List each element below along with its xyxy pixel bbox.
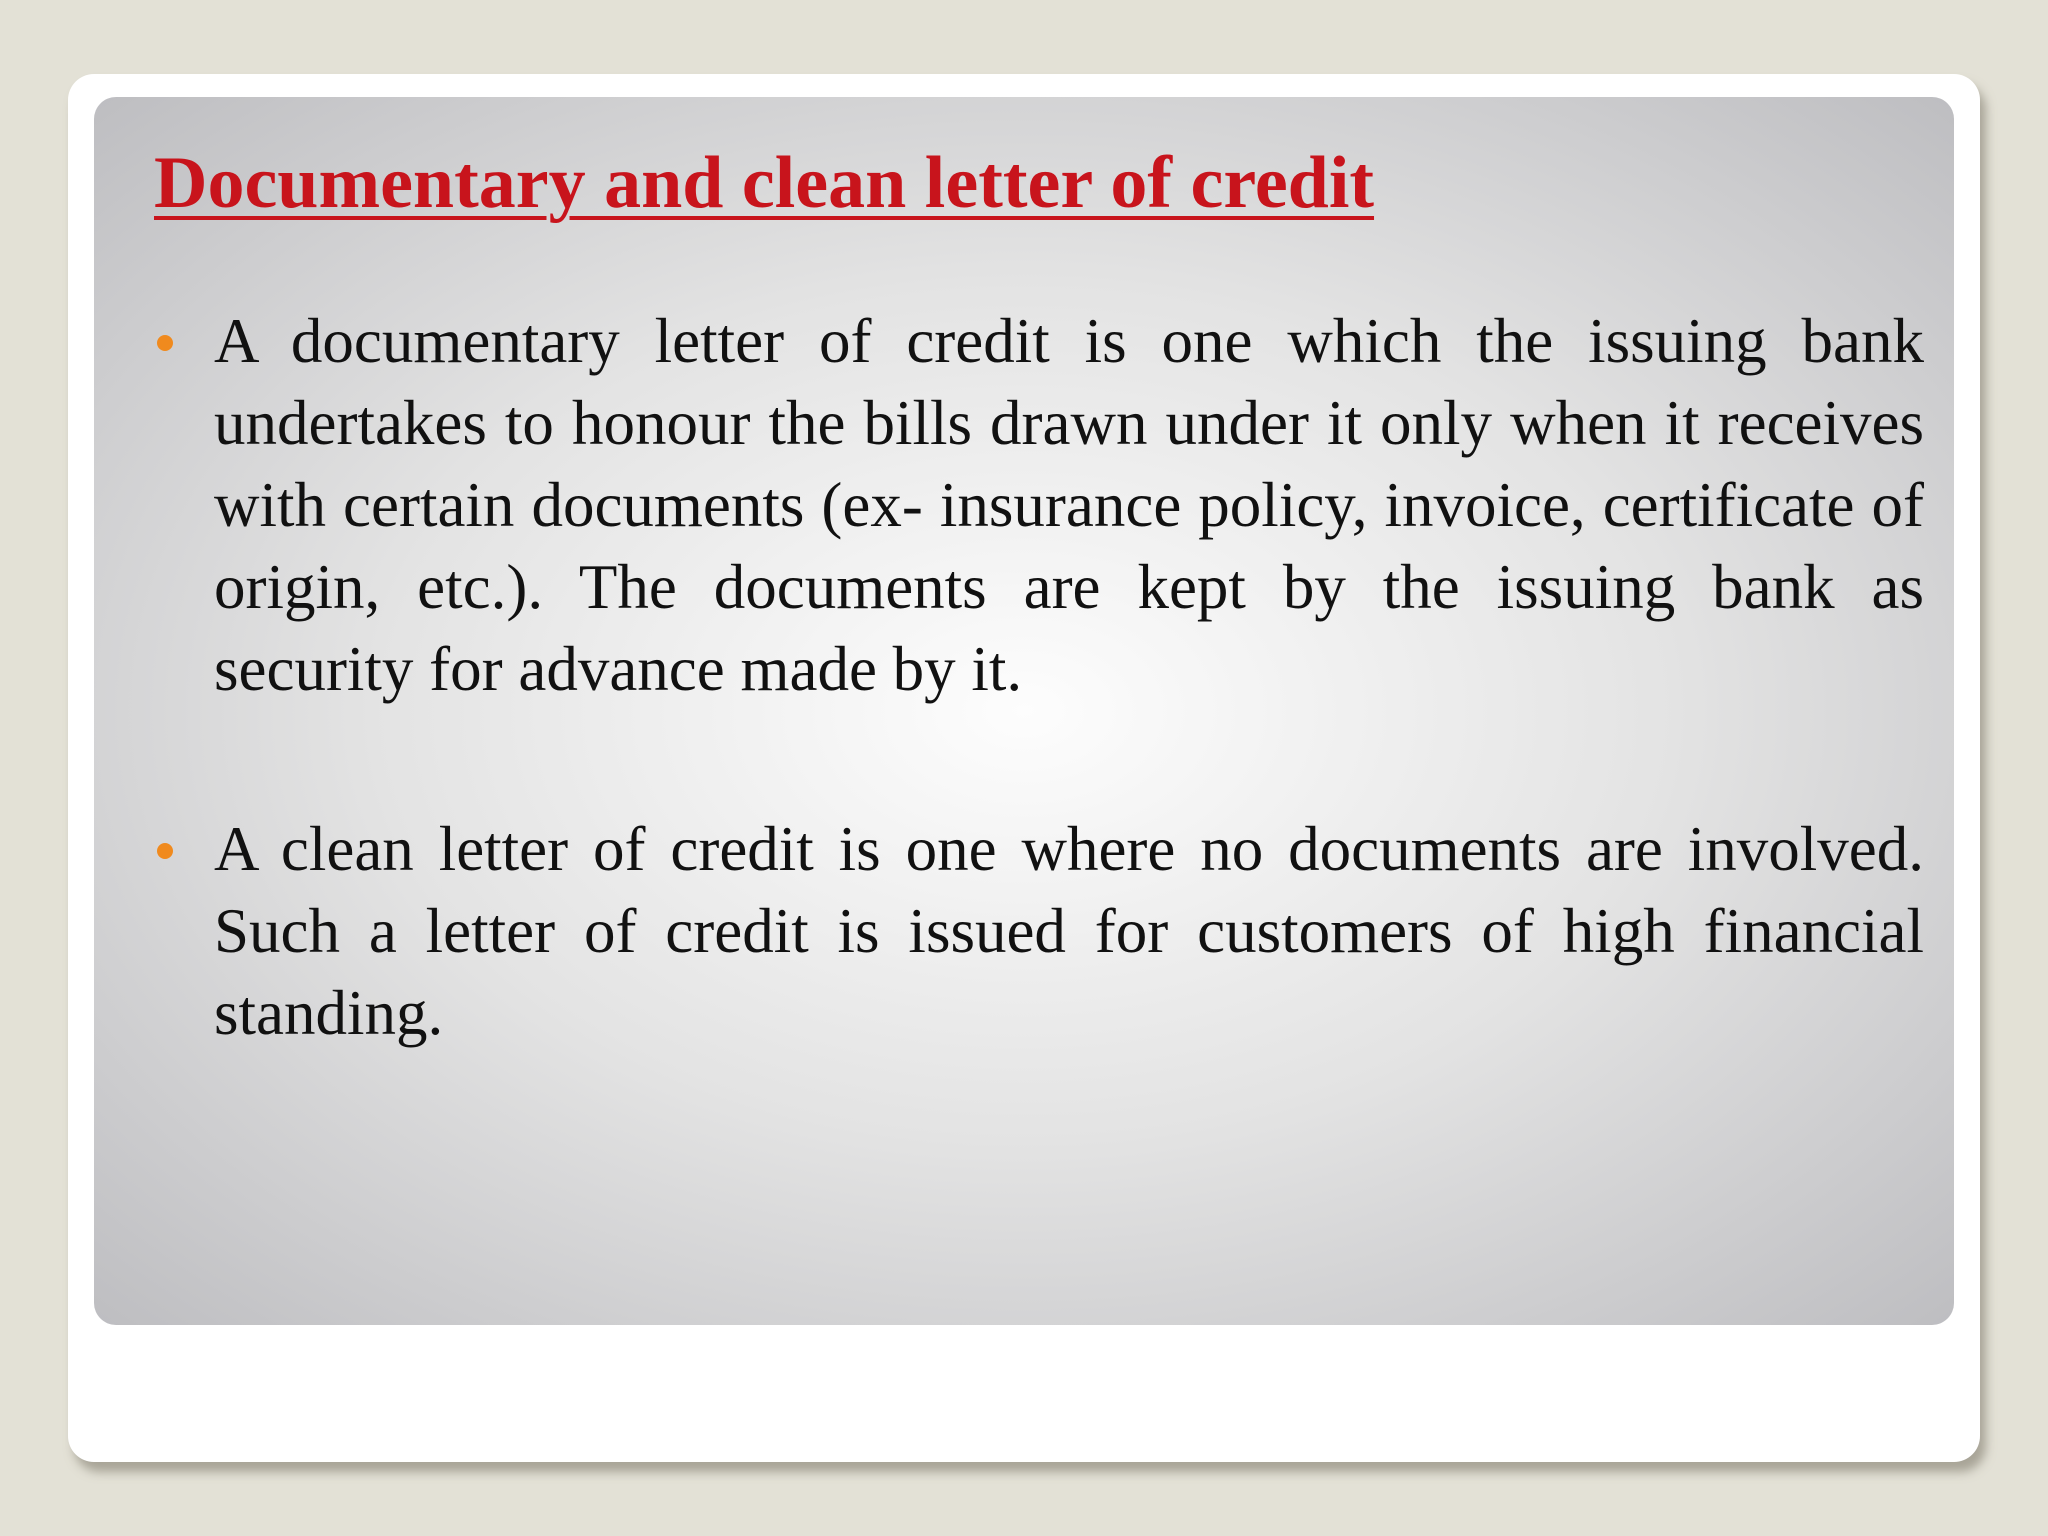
bullet-text-clean: A clean letter of credit is one where no documents are involved. Such a letter of credit is issued for customers of high financial standing. [214,814,1924,1048]
slide-title: Documentary and clean letter of credit [154,142,1375,224]
bullet-text-documentary: A documentary letter of credit is one which the issuing bank undertakes to honour the bills drawn under it only when it receives with certain documents (ex- insurance policy, invoice, certificate of origin, etc.). The documents are kept by the issuing bank as security for advance made by it. [214,306,1924,704]
bullet-item-clean [154,808,1924,1054]
bullet-item-documentary [154,300,1924,710]
bullet-dot-icon [157,843,173,859]
bullet-dot-icon [157,335,173,351]
bullet-list [154,300,1924,1054]
